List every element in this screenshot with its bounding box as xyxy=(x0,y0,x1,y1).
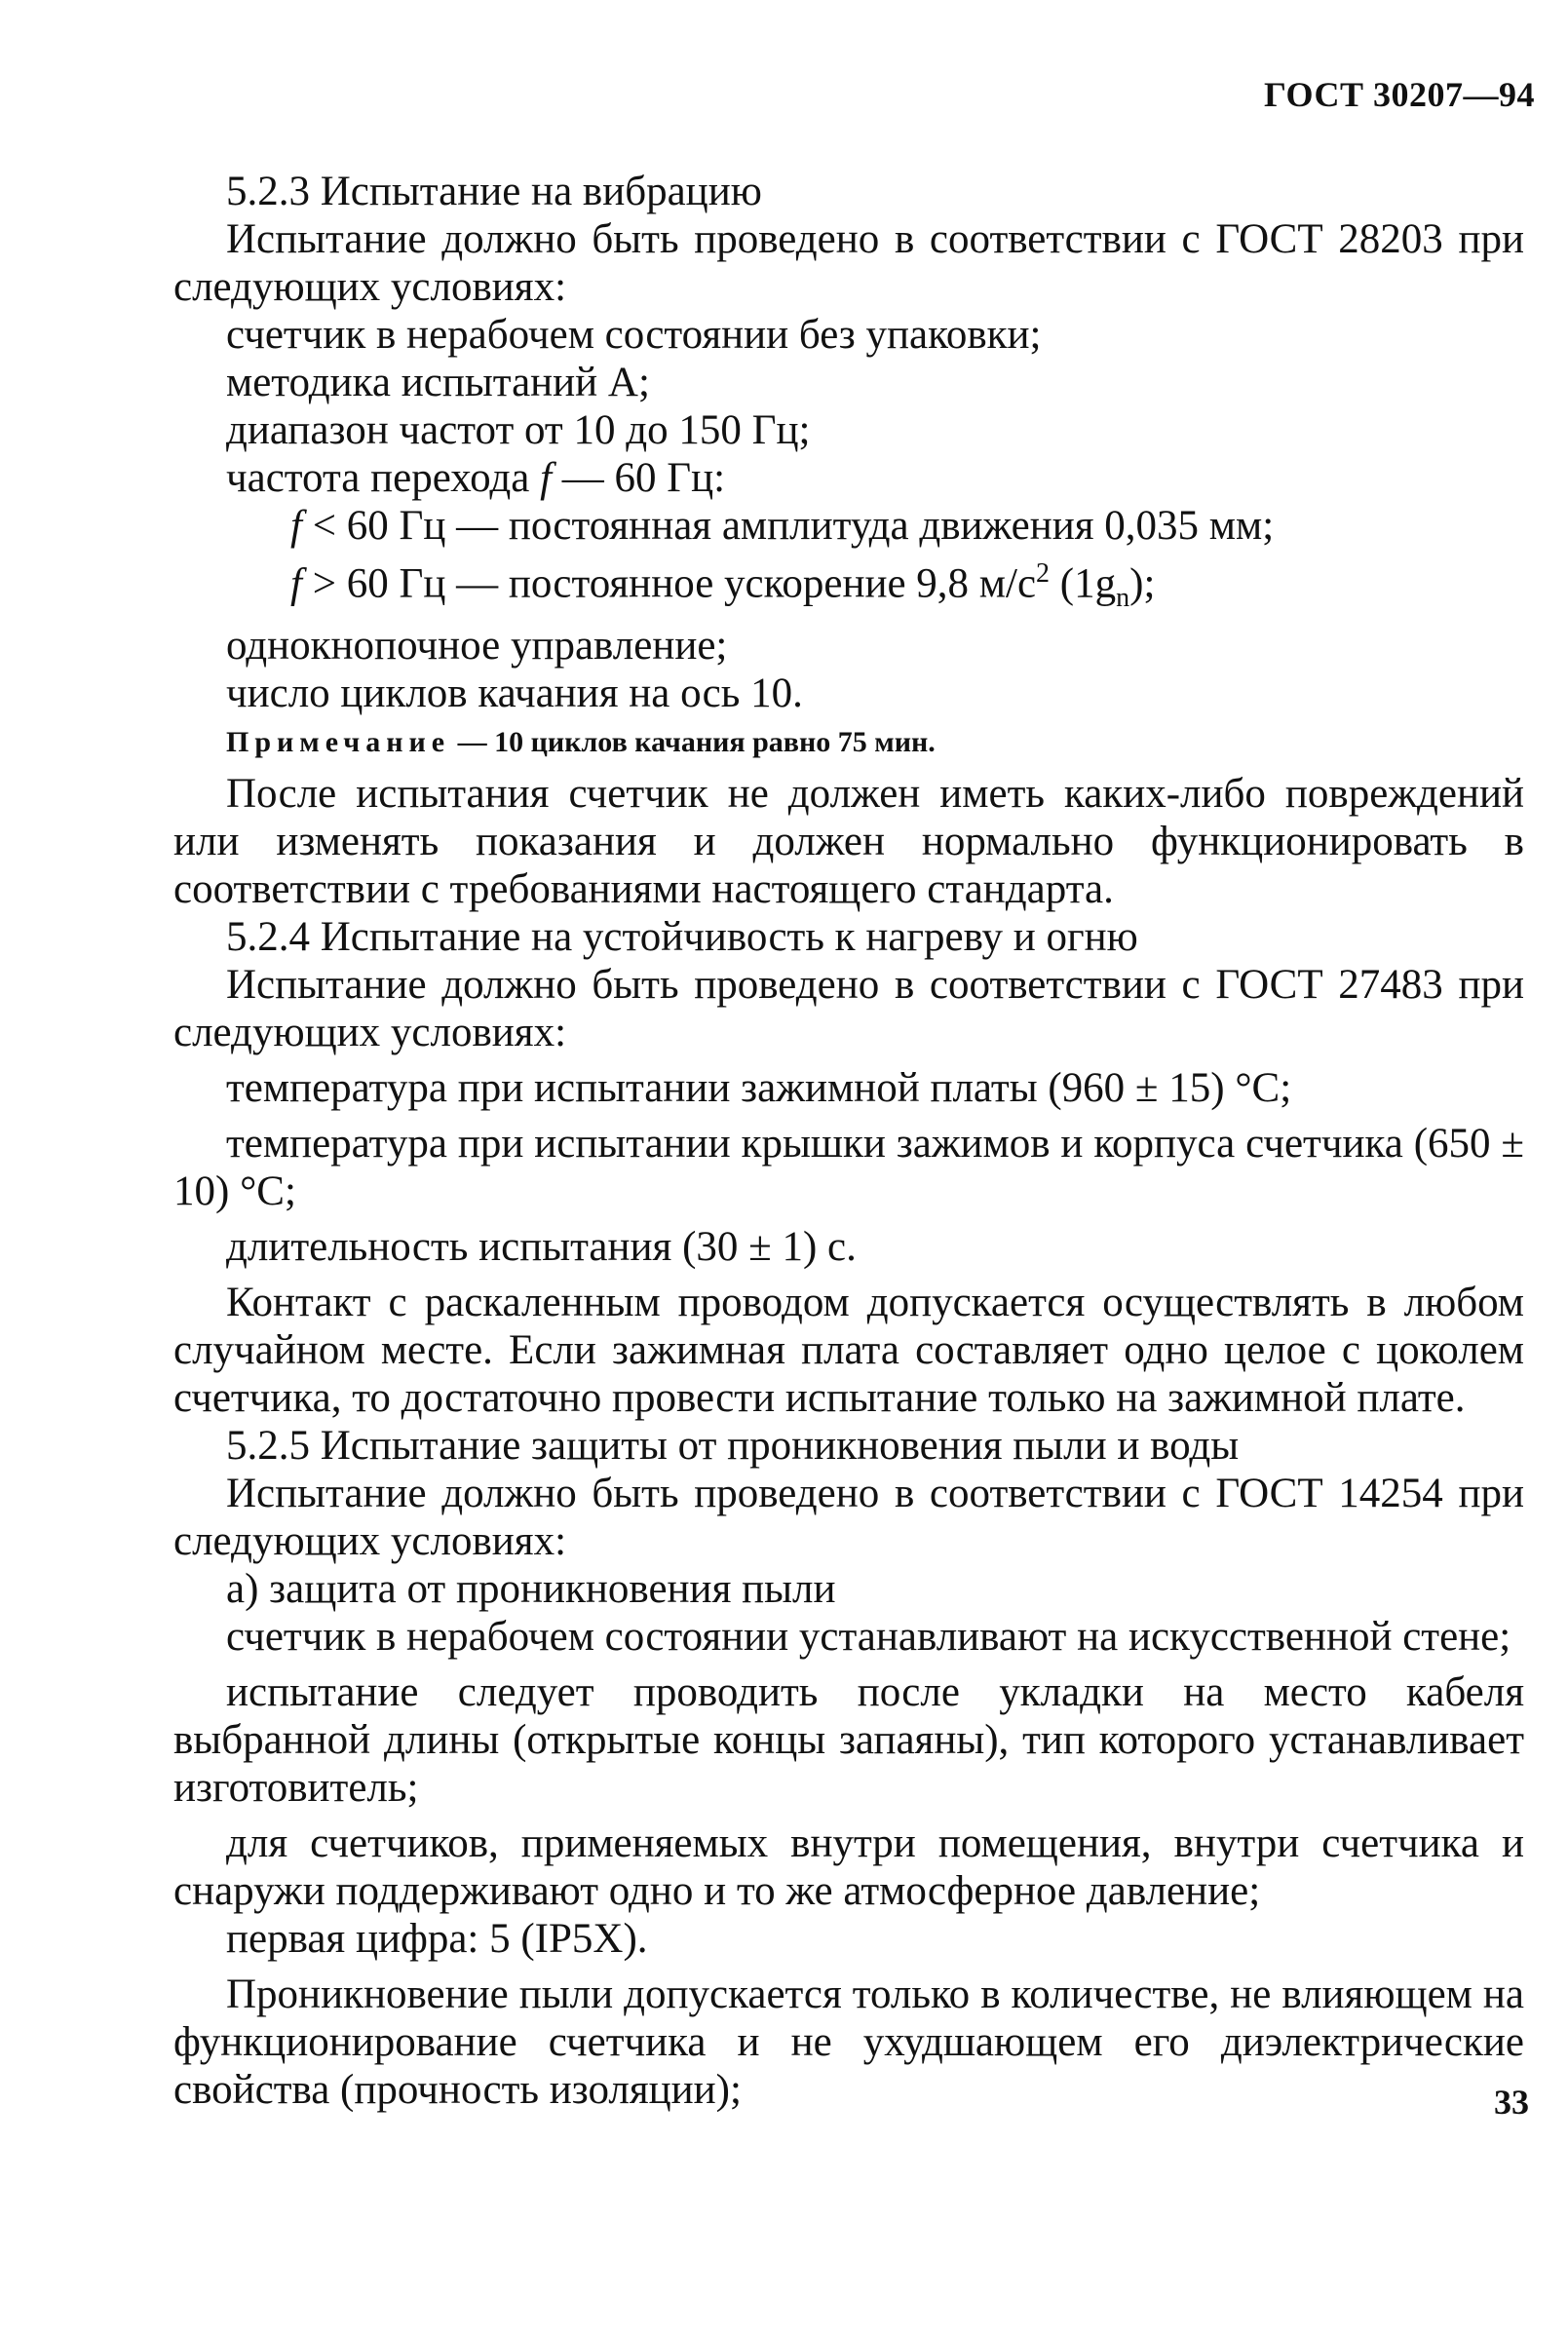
section-intro-5-2-4: Испытание должно быть проведено в соответствии с ГОСТ 27483 при следующих условиях: xyxy=(173,961,1524,1055)
condition-text: частота перехода xyxy=(226,455,541,501)
subscript: n xyxy=(1116,582,1130,613)
section-intro-5-2-3: Испытание должно быть проведено в соответствии с ГОСТ 28203 при следующих условиях: xyxy=(173,216,1524,310)
condition-item: для счетчиков, применяемых внутри помещения, внутри счетчика и снаружи поддерживают одно и то же атмосферное давление; xyxy=(173,1819,1524,1914)
list-item-a: а) защита от проникновения пыли xyxy=(226,1565,836,1612)
condition-item: длительность испытания (30 ± 1) с. xyxy=(226,1223,857,1270)
condition-item: счетчик в нерабочем состоянии устанавливают на искусственной стене; xyxy=(226,1613,1511,1660)
note-label: Примечание xyxy=(226,725,451,758)
section-conclusion-5-2-4: Контакт с раскаленным проводом допускается осуществлять в любом случайном месте. Если зажимная плата составляет одно целое с цоколем счетчика, то достаточно провести испытание только на зажимной плате. xyxy=(173,1279,1524,1421)
condition-item: счетчик в нерабочем состоянии без упаковки; xyxy=(226,312,1042,358)
condition-text: > 60 Гц — постоянное ускорение 9,8 м/с xyxy=(301,560,1037,607)
page-number: 33 xyxy=(1494,2083,1529,2122)
condition-item: число циклов качания на ось 10. xyxy=(226,670,803,716)
frequency-variable: f xyxy=(290,560,302,607)
condition-item: температура при испытании крышки зажимов и корпуса счетчика (650 ± 10) °С; xyxy=(173,1120,1524,1214)
superscript: 2 xyxy=(1036,558,1051,589)
frequency-variable: f xyxy=(540,455,553,501)
section-intro-5-2-5: Испытание должно быть проведено в соответствии с ГОСТ 14254 при следующих условиях: xyxy=(173,1470,1524,1564)
section-heading-5-2-3: 5.2.3 Испытание на вибрацию xyxy=(226,169,762,214)
note xyxy=(173,721,1524,764)
page-header-standard-code: ГОСТ 30207—94 xyxy=(1264,75,1535,114)
condition-text: — 60 Гц: xyxy=(552,455,726,501)
section-conclusion-5-2-3: После испытания счетчик не должен иметь каких-либо повреждений или изменять показания и должен нормально функционировать в соответствии с требованиями настоящего стандарта. xyxy=(173,770,1524,912)
condition-subitem-below xyxy=(173,502,1524,550)
section-conclusion-5-2-5: Проникновение пыли допускается только в количестве, не влияющем на функционирование счетчика и не ухудшающем его диэлектрические свойства (прочность изоляции); xyxy=(173,1971,1524,2113)
condition-item: первая цифра: 5 (IP5X). xyxy=(226,1915,648,1962)
condition-text: ); xyxy=(1129,560,1156,607)
condition-text: (1g xyxy=(1050,560,1117,607)
condition-item: диапазон частот от 10 до 150 Гц; xyxy=(226,407,811,453)
condition-item: методика испытаний А; xyxy=(226,360,650,405)
condition-item: однокнопочное управление; xyxy=(226,622,728,669)
condition-item-transition-frequency xyxy=(173,454,1524,502)
section-heading-5-2-4: 5.2.4 Испытание на устойчивость к нагреву и огню xyxy=(226,913,1138,960)
document-body xyxy=(173,168,1524,2114)
condition-text: < 60 Гц — постоянная амплитуда движения 0,035 мм; xyxy=(301,503,1275,549)
condition-item: испытание следует проводить после укладки на место кабеля выбранной длины (открытые концы запаяны), тип которого устанавливает изготовитель; xyxy=(173,1668,1524,1811)
condition-item: температура при испытании зажимной платы (960 ± 15) °С; xyxy=(226,1064,1292,1111)
frequency-variable: f xyxy=(290,503,302,549)
section-heading-5-2-5: 5.2.5 Испытание защиты от проникновения пыли и воды xyxy=(226,1422,1240,1469)
note-text: — 10 циклов качания равно 75 мин. xyxy=(450,725,936,758)
condition-subitem-above xyxy=(173,550,1524,622)
